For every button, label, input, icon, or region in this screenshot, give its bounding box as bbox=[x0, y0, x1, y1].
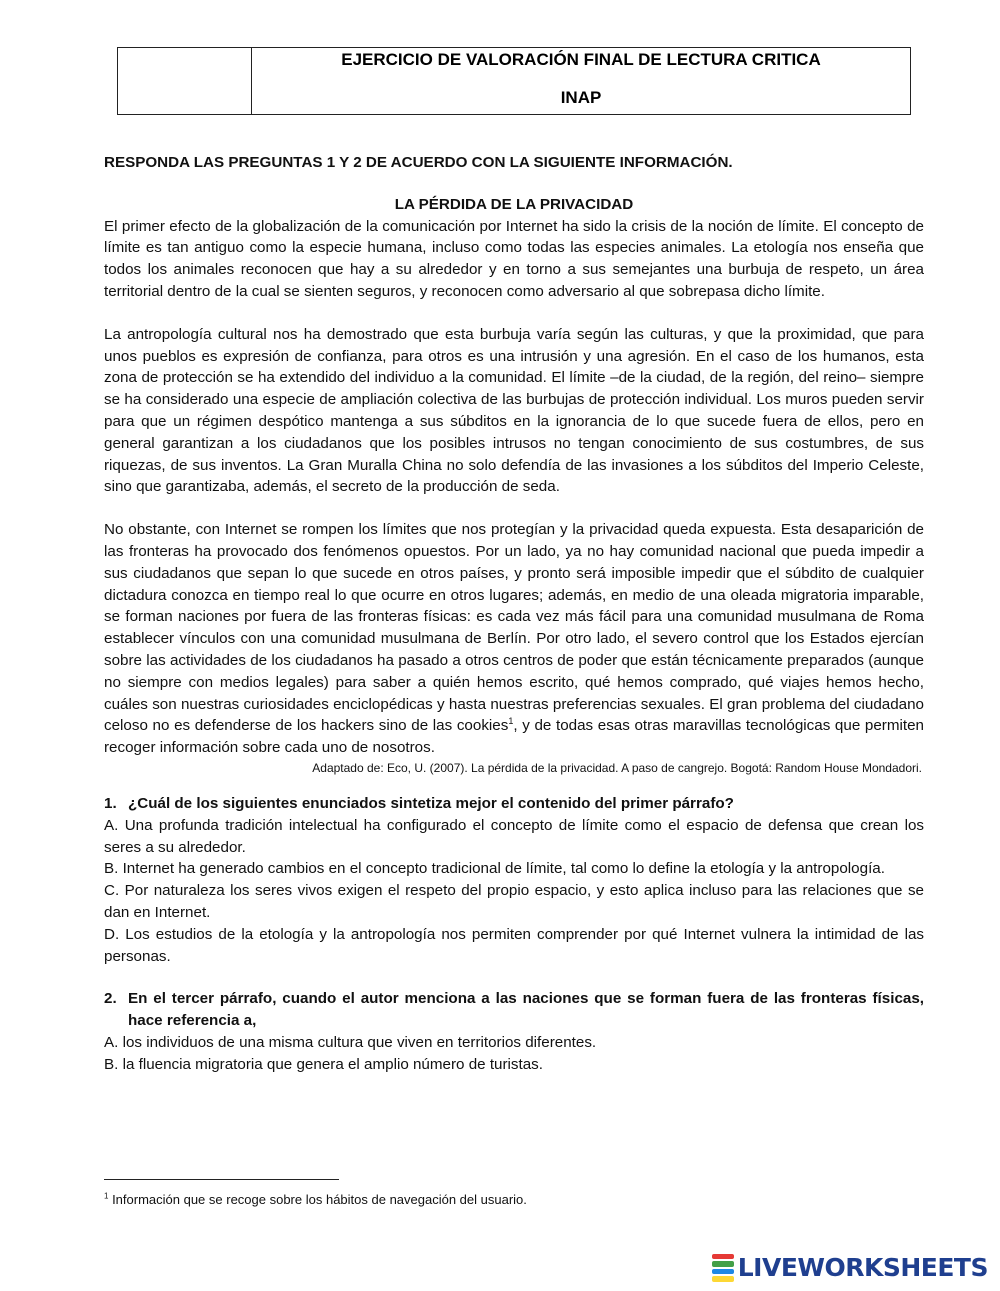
header-title-cell bbox=[252, 48, 910, 114]
logo-bar-4 bbox=[712, 1276, 734, 1282]
answer-option: B. la fluencia migratoria que genera el amplio número de turistas. bbox=[104, 1055, 543, 1073]
answer-option: A. Una profunda tradición intelectual ha configurado el concepto de límite como el espacio de defensa que crean los seres a su alrededor. bbox=[104, 816, 924, 856]
question-text: En el tercer párrafo, cuando el autor menciona a las naciones que se forman fuera de las fronteras físicas, hace referencia a, bbox=[128, 990, 924, 1030]
question-text: ¿Cuál de los siguientes enunciados sintetiza mejor el contenido del primer párrafo? bbox=[128, 794, 734, 812]
reading-paragraph-2: La antropología cultural nos ha demostrado que esta burbuja varía según las culturas, y que la proximidad, que para unos pueblos es expresión de confianza, para otros es una intrusión y una agresión. En el caso de los humanos, esta zona de protección se ha extendido del individuo a la comunidad. El límite –de la ciudad, de la región, del reino– siempre se ha considerado una especie de ampliación colectiva de las burbujas de protección individual. Los muros pueden servir para que un régimen despótico mantenga a sus súbditos en la ignorancia de lo que sucede fuera de ellos, pero en general garantizan a los ciudadanos que los posibles intrusos no tengan conocimiento de sus costumbres, de sus riquezas, de sus inventos. La Gran Muralla China no solo defendía de las invasiones a los súbditos del Imperio Celeste, sino que garantizaba, además, el secreto de la producción de seda. bbox=[104, 325, 924, 496]
question-number: 1. bbox=[104, 794, 117, 812]
logo-bar-1 bbox=[712, 1254, 734, 1260]
answer-option: C. Por naturaleza los seres vivos exigen el respeto del propio espacio, y esto aplica incluso para las relaciones que se dan en Internet. bbox=[104, 882, 924, 921]
instructions: RESPONDA LAS PREGUNTAS 1 Y 2 DE ACUERDO CON LA SIGUIENTE INFORMACIÓN. bbox=[104, 154, 733, 171]
question-1 bbox=[104, 793, 924, 967]
question-number: 2. bbox=[104, 990, 117, 1008]
paragraph-3-part-1: No obstante, con Internet se rompen los límites que nos protegían y la privacidad queda expuesta. Esta desaparición de las fronteras ha provocado dos fenómenos opuestos. Por un lado, ya no hay comunidad nacional que pueda impedir a sus ciudadanos que sepan lo que sucede en otros países, y pronto será imposible impedir que el súbdito de cualquier dictadura conozca en tiempo real lo que ocurre en otros lugares; además, en medio de una oleada migratoria imparable, se forman naciones por fuera de las fronteras físicas: es cada vez más fácil para una comunidad musulmana de Roma establecer vínculos con una comunidad musulmana de Berlín. Por otro lado, el severo control que los Estados ejercían sobre las actividades de los ciudadanos ha pasado a otros centros de poder que están técnicamente preparados (aunque no siempre con medios legales) para saber a quién hemos escrito, qué hemos comprado, qué viajes hemos hecho, cuáles son nuestras curiosidades enciclopédicas y hasta nuestras preferencias sexuales. El gran problema del ciudadano celoso no es defenderse de los hackers sino de las cookies bbox=[104, 521, 924, 735]
logo-bar-3 bbox=[712, 1269, 734, 1275]
answer-option: A. los individuos de una misma cultura que viven en territorios diferentes. bbox=[104, 1033, 597, 1051]
header-logo-cell bbox=[118, 48, 252, 114]
footnote bbox=[104, 1192, 527, 1207]
reading-paragraph-1: El primer efecto de la globalización de la comunicación por Internet ha sido la crisis de la noción de límite. El concepto de límite es tan antiguo como la especie humana, incluso como todas las especies animales. La etología nos enseña que todos los animales reconocen que hay a su alrededor y en torno a sus semejantes una burbuja de respeto, un área territorial dentro de la cual se sienten seguros, y reconocen como adversario al que sobrepasa dicho límite. bbox=[104, 217, 924, 300]
institution-name: INAP bbox=[560, 88, 602, 107]
answer-option: B. Internet ha generado cambios en el concepto tradicional de límite, tal como lo define la etología y la antropología. bbox=[104, 860, 885, 878]
paragraph-3-part-2: , y de todas esas otras maravillas tecnológicas que permiten recoger información sobre cada uno de nosotros. bbox=[104, 717, 924, 757]
reading-title: LA PÉRDIDA DE LA PRIVACIDAD bbox=[394, 195, 634, 213]
footnote-reference: 1 bbox=[508, 716, 514, 727]
footnote-text: Información que se recoge sobre los hábitos de navegación del usuario. bbox=[108, 1192, 527, 1207]
question-stem bbox=[104, 988, 924, 1032]
question-stem bbox=[104, 793, 924, 815]
citation: Adaptado de: Eco, U. (2007). La pérdida de la privacidad. A paso de cangrejo. Bogotá: Random House Mondadori. bbox=[312, 760, 922, 775]
document-title: EJERCICIO DE VALORACIÓN FINAL DE LECTURA CRITICA bbox=[341, 50, 821, 69]
liveworksheets-brand[interactable] bbox=[712, 1253, 988, 1282]
header-table bbox=[117, 47, 911, 115]
logo-bar-2 bbox=[712, 1261, 734, 1267]
reading-paragraph-3 bbox=[104, 519, 924, 759]
worksheet-content bbox=[104, 152, 924, 1096]
brand-name: LIVEWORKSHEETS bbox=[737, 1253, 988, 1282]
footnote-divider bbox=[104, 1179, 339, 1180]
liveworksheets-logo-icon bbox=[712, 1254, 734, 1282]
question-2 bbox=[104, 988, 924, 1075]
footnote-mark: 1 bbox=[104, 1191, 109, 1201]
answer-option: D. Los estudios de la etología y la antropología nos permiten comprender por qué Internet vulnera la intimidad de las personas. bbox=[104, 925, 924, 965]
